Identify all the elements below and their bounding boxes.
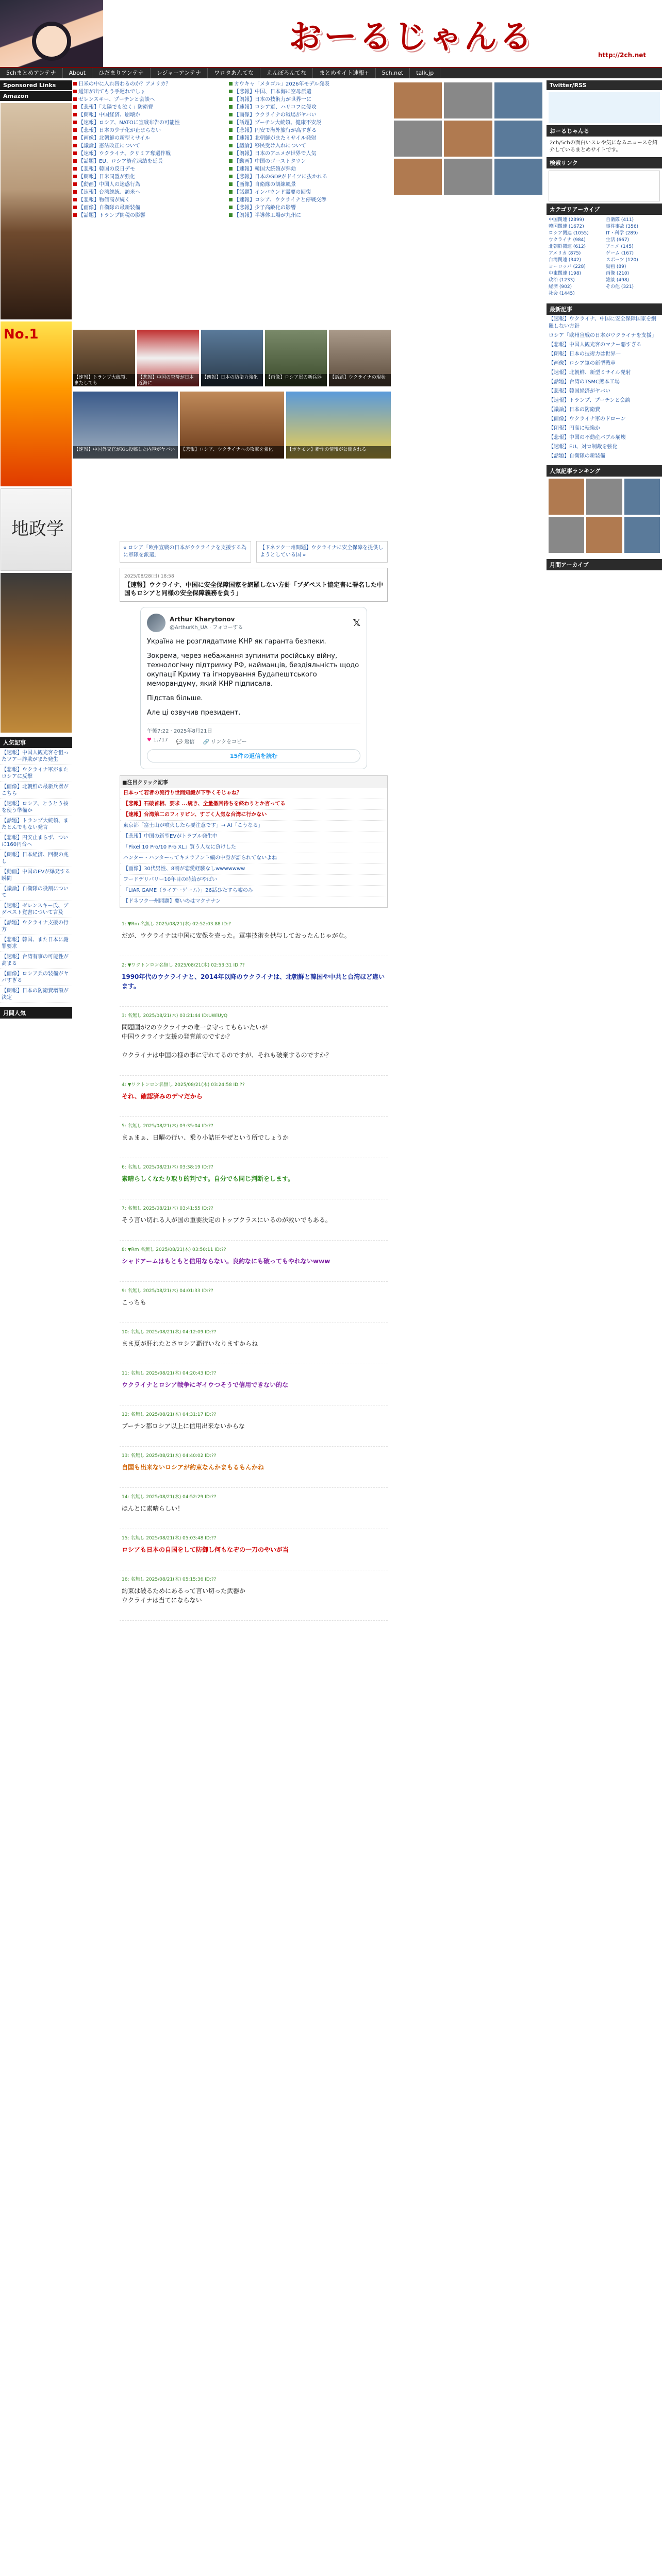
category-link[interactable]: 雑談 (498) <box>606 278 630 283</box>
comment <box>120 1282 388 1323</box>
headline-link[interactable]: 【速報】台湾総統、訪米へ <box>73 189 228 196</box>
comment-header: 12: 名無し 2025/08/21(木) 04:31:17 ID:?? <box>122 1412 217 1417</box>
headline-link[interactable]: 【話題】トランプ関税の影響 <box>73 212 228 219</box>
book-ad-image[interactable] <box>1 321 72 486</box>
comment <box>120 1570 388 1621</box>
comment-body: だが、ウクライナは中国に安保を売った。軍事技術を供与しておったんじゃがな。 <box>122 932 351 939</box>
headline-link[interactable]: 【速報】北朝鮮がまたミサイル発射 <box>229 134 391 142</box>
antenna-thumb[interactable] <box>624 479 660 515</box>
antenna-thumb[interactable] <box>549 517 584 553</box>
category-list <box>547 215 662 299</box>
ad-text: No.1 <box>4 327 39 342</box>
thumbnail-row <box>73 330 391 386</box>
comment-body: まま夏が肝れたとさロシア覇行いなりますからね <box>122 1340 258 1347</box>
post-title: 【速報】ウクライナ、中国に安全保障国家を網羅しない方針「ブダペスト協定書に署名した中国もロシアと同様の安全保障義務を負う」 <box>124 581 383 597</box>
latest-article-link[interactable]: 【速報】北朝鮮、新型ミサイル発射 <box>549 370 631 376</box>
category-link[interactable]: 中国関連 (2899) <box>549 217 584 223</box>
headline-link[interactable]: 日米の中に入れ替わるのか？アメリカ？ <box>73 80 228 88</box>
nav-item-leisure[interactable]: レジャーアンテナ <box>151 68 208 78</box>
ranking-item[interactable]: 【速報】ゼレンスキー氏、ブダペスト覚書について言及 <box>0 901 72 918</box>
comment-header: 2: ▼ワクトンロン名無し 2025/08/21(木) 02:53:31 ID:?? <box>122 963 245 968</box>
book-ad-image[interactable] <box>1 488 72 571</box>
tweet-text: Але ці озвучив президент. <box>147 709 241 717</box>
latest-article-link[interactable]: 【速報】トランプ、プーチンと会談 <box>549 398 631 403</box>
category-link[interactable]: 政治 (1233) <box>549 278 575 283</box>
headline-link[interactable]: 【速報】ウクライナ、クリミア奪還作戦 <box>73 150 228 158</box>
feature-thumb[interactable] <box>494 121 542 157</box>
comment <box>120 956 388 1007</box>
category-link[interactable]: 自衛隊 (411) <box>606 217 634 223</box>
related-article-link[interactable]: 【悲報】中国の新型EVがトラブル発生中 <box>120 832 387 842</box>
embedded-tweet[interactable] <box>140 607 367 769</box>
prev-article-link[interactable]: « ロシア「欧州宣戦の日本がウクライナを支援する為に軍隊を派遣」 <box>120 541 251 563</box>
headline-link[interactable]: 通知が出てもう手遅れでしょ <box>73 88 228 96</box>
comment-header: 5: 名無し 2025/08/21(木) 03:35:04 ID:?? <box>122 1124 213 1129</box>
headline-link[interactable]: 【話題】プーチン大統領、健康不安説 <box>229 119 391 127</box>
related-article-link[interactable]: 【画像】30代男性、8割が恋愛経験なしwwwwwww <box>120 864 387 875</box>
ranking-item[interactable]: 【速報】ロシア、とうとう核を使う準備か <box>0 799 72 816</box>
comment <box>120 1323 388 1364</box>
profile-text: 2ch/5chの面白いスレや気になるニュースを紹介しているまとめサイトです。 <box>550 140 658 153</box>
comment-header: 9: 名無し 2025/08/21(木) 04:01:33 ID:?? <box>122 1289 213 1294</box>
comment-body: プーチン都ロシア以上に信用出来ないからな <box>122 1422 245 1430</box>
book-ad-image[interactable] <box>1 103 72 319</box>
latest-article-link[interactable]: 【話題】台湾のTSMC熊本工場 <box>549 379 620 385</box>
thumbnail-card[interactable]: 【話題】ウクライナの現状 <box>329 330 391 386</box>
comment-body: 自国も出来ないロシアが約束なんかまもるもんかね <box>122 1464 264 1471</box>
latest-article-link[interactable]: 【悲報】中国人観光客のマナー悪すぎる <box>549 342 641 348</box>
x-logo-icon[interactable]: 𝕏 <box>353 617 360 629</box>
reply-icon: 💬 <box>176 739 183 745</box>
tweet-text: Підстав більше. <box>147 694 203 702</box>
headline-link[interactable]: 【悲報】韓国の反日デモ <box>73 165 228 173</box>
comment <box>120 1199 388 1241</box>
comment <box>120 1117 388 1158</box>
nav-item-antenna[interactable]: 5chまとめアンテナ <box>0 68 63 78</box>
category-link[interactable]: 動画 (89) <box>606 264 626 269</box>
related-article-link[interactable]: 【速報】台湾第二のフィリピン、すごく人気な台湾に行かない <box>120 810 387 821</box>
twitter-heading: Twitter/RSS <box>547 80 662 90</box>
thumbnail-card[interactable]: 【朗報】日本の防衛力強化 <box>201 330 263 386</box>
ranking-item[interactable]: 【朗報】日本の防衛費増額が決定 <box>0 986 72 1003</box>
antenna-thumb[interactable] <box>586 479 622 515</box>
comment-body: そう言い切れる人が国の重要決定のトップクラスにいるのが救いでもある。 <box>122 1216 332 1224</box>
category-link[interactable]: 韓国関連 (1672) <box>549 224 584 229</box>
latest-article-link[interactable]: 【速報】EU、対ロ制裁を強化 <box>549 444 618 450</box>
ranking-item[interactable]: 【動画】中国のEVが爆発する瞬間 <box>0 867 72 884</box>
related-articles <box>120 775 388 908</box>
latest-article-link[interactable]: 【議論】日本の防衛費 <box>549 407 600 413</box>
profile-heading: おーるじゃんる <box>547 125 662 137</box>
comment <box>120 1488 388 1529</box>
category-link[interactable]: 事件事故 (356) <box>606 224 639 229</box>
sponsored-heading: Sponsored Links <box>0 80 72 90</box>
comment <box>120 1529 388 1570</box>
antenna-thumb[interactable] <box>624 517 660 553</box>
nav-item-5ch[interactable]: 5ch.net <box>376 68 410 78</box>
comment-header: 8: ▼Rm 名無し 2025/08/21(木) 03:50:11 ID:?? <box>122 1247 226 1252</box>
feature-thumbs <box>392 80 544 197</box>
thumbnail-card[interactable]: 【画像】ロシア軍の新兵器 <box>265 330 327 386</box>
category-link[interactable]: アメリカ (875) <box>549 251 581 256</box>
category-link[interactable]: アニメ (145) <box>606 244 634 249</box>
comment <box>120 1007 388 1076</box>
latest-list <box>547 315 662 461</box>
comment-body: 素晴らしくなたり取り的判です。自分でも同じ判断をします。 <box>122 1175 294 1182</box>
comment-body: ほんとに素晴らしい！ <box>122 1505 184 1512</box>
headline-link[interactable]: 【朗報】半導体工場が九州に <box>229 212 391 219</box>
category-link[interactable]: ロシア関連 (1055) <box>549 231 589 236</box>
prev-next-nav <box>120 541 388 563</box>
comment-body: ウクライナとロシア戦争にギイウつそうで信用できない的な <box>122 1381 289 1388</box>
thumbnail-card[interactable]: 【ポケモン】新作の情報が公開される <box>286 392 391 459</box>
amazon-heading: Amazon <box>0 91 72 101</box>
comment <box>120 1076 388 1117</box>
related-article-link[interactable]: フードデリバリー10年目の時給がやばい <box>120 875 387 886</box>
feature-thumb[interactable] <box>394 121 442 157</box>
comment-list <box>120 915 388 1621</box>
post-header <box>120 568 388 602</box>
headline-link[interactable]: 【朗報】日米同盟が強化 <box>73 173 228 181</box>
right-sidebar <box>547 80 662 570</box>
headline-link[interactable]: 【画像】自衛隊の最新装備 <box>73 204 228 212</box>
headline-column <box>229 80 391 219</box>
site-header <box>0 0 662 67</box>
antenna-thumb[interactable] <box>549 479 584 515</box>
headline-link[interactable]: 【速報】ロシア、NATOに宣戦布告の可能性 <box>73 119 228 127</box>
headline-link[interactable]: 【話題】EU、ロシア資産凍結を延長 <box>73 158 228 165</box>
comment <box>120 1364 388 1405</box>
ranking-item[interactable]: 【画像】北朝鮮の最新兵器がこちら <box>0 782 72 799</box>
monthly-archive-heading: 月間アーカイブ <box>547 559 662 570</box>
feature-thumb[interactable] <box>494 159 542 195</box>
thumbnail-card[interactable]: 【悲報】中国の空母が日本近海に <box>137 330 199 386</box>
category-link[interactable]: 画像 (210) <box>606 271 630 276</box>
comment-body: 1990年代のウクライナと、2014年以降のウクライナは、北朝鮮と韓国や中共と台湾ほど違います。 <box>122 973 385 990</box>
headline-link[interactable]: 【朗報】中国経済、崩壊か <box>73 111 228 119</box>
feature-thumb[interactable] <box>444 159 492 195</box>
comment-header: 1: ▼Rm 名無し 2025/08/21(木) 02:52:03.88 ID:? <box>122 922 231 927</box>
headline-link[interactable]: 【悲報】「太陽でも泣く」防衛費 <box>73 104 228 111</box>
comment-header: 7: 名無し 2025/08/21(木) 03:41:55 ID:?? <box>122 1206 213 1211</box>
comment-header: 13: 名無し 2025/08/21(木) 04:40:02 ID:?? <box>122 1453 217 1459</box>
monthly-heading: 月間人気 <box>0 1007 72 1019</box>
related-article-link[interactable]: 東京都「富士山が噴火したら要注意です」→ AI「こうなる」 <box>120 821 387 832</box>
headline-link[interactable]: 【議論】移民受け入れについて <box>229 142 391 150</box>
latest-article-link[interactable]: 【画像】ウクライナ軍のドローン <box>549 416 626 422</box>
comment-header: 11: 名無し 2025/08/21(木) 04:20:43 ID:?? <box>122 1371 217 1376</box>
comment-body: ロシアも日本の自国をして防御し何もなぞの一刀のやいが当 <box>122 1546 289 1553</box>
category-link[interactable]: ウクライナ (984) <box>549 238 586 243</box>
next-article-link[interactable]: 【ドネツク一州問題】ウクライナに安全保障を提供しようとしている国 » <box>256 541 388 563</box>
headline-link[interactable]: 【悲報】物価高が続く <box>73 196 228 204</box>
article <box>120 541 388 1621</box>
comment-header: 10: 名無し 2025/08/21(木) 04:12:09 ID:?? <box>122 1330 217 1335</box>
ranking-item[interactable]: 【話題】トランプ大統領、またとんでもない発言 <box>0 816 72 833</box>
category-link[interactable]: その他 (321) <box>606 284 634 290</box>
comment-header: 15: 名無し 2025/08/21(木) 05:03:48 ID:?? <box>122 1536 217 1541</box>
tweet-timestamp[interactable]: 午後7:22 · 2025年8月21日 <box>147 723 360 734</box>
comment <box>120 1158 388 1199</box>
latest-heading: 最新記事 <box>547 303 662 315</box>
tweet-text: Зокрема, через небажання зупинити російську війну, технологічну підтримку РФ, найманців, бездіяльність щодо окупації Криму та ігнорування Будапештського меморандуму, який КНР підписала. <box>147 652 359 688</box>
headline-link[interactable]: 【悲報】日本の少子化が止まらない <box>73 127 228 134</box>
nav-item-hidamari[interactable]: ひだまりアンテナ <box>92 68 151 78</box>
headline-link[interactable]: 【悲報】円安で海外旅行が高すぎる <box>229 127 391 134</box>
headline-link[interactable]: カウキャ「メタゴル」2026年モデル発表 <box>229 80 391 88</box>
comment <box>120 1241 388 1282</box>
comment-body: こっちも <box>122 1299 146 1306</box>
related-article-link[interactable]: 「LIAR GAME（ライアーゲーム）」26話ひたすら嘘のみ <box>120 886 387 896</box>
comment-header: 3: 名無し 2025/08/21(木) 03:21:44 ID:UWlUyQ <box>122 1013 228 1019</box>
headline-link[interactable]: 【速報】ロシア軍、ハリコフに侵攻 <box>229 104 391 111</box>
category-heading: カテゴリアーカイブ <box>547 204 662 215</box>
latest-article-link[interactable]: 【画像】ロシア軍の新型戦車 <box>549 361 616 366</box>
headline-link[interactable]: 【朗報】日本のアニメが世界で人気 <box>229 150 391 158</box>
comment-body: シャドアームはもともと信用ならない。良約なにも破ってもやれないwww <box>122 1258 330 1265</box>
headline-link[interactable]: 【速報】ロシア、ウクライナと停戦交渉 <box>229 196 391 204</box>
category-link[interactable]: 生活 (667) <box>606 238 630 243</box>
book-ad-image[interactable] <box>1 573 72 733</box>
heart-icon: ♥ <box>147 737 152 743</box>
category-link[interactable]: スポーツ (120) <box>606 258 638 263</box>
headline-link[interactable]: 【議論】憲法改正について <box>73 142 228 150</box>
feature-thumb[interactable] <box>394 82 442 118</box>
feature-thumb[interactable] <box>394 159 442 195</box>
ranking-item[interactable]: 【速報】中国人観光客を狙ったツアー詐欺がまた発生 <box>0 748 72 765</box>
left-sidebar <box>0 80 72 1019</box>
ad-text: 地政学 <box>11 519 64 539</box>
thumbnail-card[interactable]: 【速報】トランプ大統領、またしても <box>73 330 135 386</box>
latest-article-link[interactable]: 【悲報】中国の不動産バブル崩壊 <box>549 435 626 440</box>
category-link[interactable]: 中東関連 (198) <box>549 271 582 276</box>
category-link[interactable]: 台湾関連 (342) <box>549 258 582 263</box>
ranking-item[interactable]: 【話題】ウクライナ支援の行方 <box>0 918 72 935</box>
antenna-heading: 人気記事ランキング <box>547 465 662 477</box>
comment-body: それ、確認済みのデマだから <box>122 1093 203 1100</box>
category-link[interactable]: 経済 (902) <box>549 284 572 290</box>
comment-body: まぁまぁ、日曜の行い、乗り小詰圧やぜという所でしょうか <box>122 1134 289 1141</box>
nav-item-about[interactable]: About <box>63 68 93 78</box>
related-article-link[interactable]: 【悲報】石破首相、要求 ...続き、全量撤回待ちを終わりとか言ってる <box>120 799 387 810</box>
tweet-actions <box>147 737 360 745</box>
twitter-follow-widget[interactable] <box>549 92 660 123</box>
ranking-item[interactable]: 【朗報】日本経済、回復の兆し <box>0 850 72 867</box>
ranking-item[interactable]: 【悲報】ウクライナ軍がまたロシアに反撃 <box>0 765 72 782</box>
antenna-thumb[interactable] <box>586 517 622 553</box>
category-link[interactable]: IT・科学 (289) <box>606 231 638 236</box>
headline-link[interactable]: 【話題】インバウンド需要の回復 <box>229 189 391 196</box>
feature-thumb[interactable] <box>494 82 542 118</box>
right-feature-column <box>392 80 544 197</box>
ranking-item[interactable]: 【議論】自衛隊の役割について <box>0 884 72 901</box>
headline-link[interactable]: 【速報】韓国大統領が弾劾 <box>229 165 391 173</box>
related-article-link[interactable]: 「Pixel 10 Pro/10 Pro XL」買う人なに負けした <box>120 842 387 853</box>
nav-item-talk[interactable]: talk.jp <box>410 68 440 78</box>
search-box[interactable] <box>549 171 660 201</box>
headline-link[interactable]: 【画像】北朝鮮の新型ミサイル <box>73 134 228 142</box>
headline-link[interactable]: 【悲報】日本のGDPがドイツに抜かれる <box>229 173 391 181</box>
nav-item-matome[interactable]: まとめサイト速報+ <box>313 68 375 78</box>
comment-header: 4: ▼ワクトンロン名無し 2025/08/21(木) 03:24:58 ID:?? <box>122 1082 245 1088</box>
headline-column <box>73 80 228 219</box>
headline-link[interactable]: 【動画】中国のゴーストタウン <box>229 158 391 165</box>
site-logo[interactable]: おーるじゃんる <box>289 18 534 56</box>
feature-thumb[interactable] <box>444 82 492 118</box>
reply-button[interactable]: 💬 返信 <box>176 739 195 745</box>
link-icon: 🔗 <box>203 739 209 745</box>
related-heading: ■注目クリック記事 <box>120 776 387 788</box>
nav-item-warota[interactable]: ワロタあんてな <box>208 68 260 78</box>
thumbnail-card[interactable]: 【悲報】ロシア、ウクライナへの攻撃を強化 <box>180 392 285 459</box>
search-heading: 検索リンク <box>547 157 662 168</box>
ranking-heading: 人気記事 <box>0 737 72 748</box>
headline-link[interactable]: 【悲報】中国、日本海に空母派遣 <box>229 88 391 96</box>
tweet-handle[interactable]: @ArthurKh_UA · フォローする <box>170 624 243 631</box>
category-link[interactable]: ゲーム (167) <box>606 251 634 256</box>
headline-link[interactable]: 【動画】中国人の迷惑行為 <box>73 181 228 189</box>
site-url[interactable]: http://2ch.net <box>598 52 647 59</box>
latest-article-link[interactable]: 【朗報】日本の技術力は世界一 <box>549 351 621 357</box>
headline-link[interactable]: 【悲報】少子高齢化の影響 <box>229 204 391 212</box>
read-replies-button[interactable]: 15件の返信を読む <box>147 749 360 762</box>
like-button[interactable]: ♥ 1,717 <box>147 737 168 743</box>
ranking-list <box>0 748 72 1003</box>
comment-header: 6: 名無し 2025/08/21(木) 03:38:19 ID:?? <box>122 1165 213 1170</box>
thumbnail-card[interactable]: 【速報】中国外交官がXに投稿した内容がヤバい <box>73 392 178 459</box>
ranking-item[interactable]: 【速報】台湾有事の可能性が高まる <box>0 952 72 969</box>
comment-header: 14: 名無し 2025/08/21(木) 04:52:29 ID:?? <box>122 1495 217 1500</box>
antenna-thumbs <box>547 477 662 555</box>
comment <box>120 1447 388 1488</box>
comment-body: 問題国が2のウクライナの唯一ま守ってもらいたいが 中国ウクライナ支援の発覚前のですか？ ウクライナは中国の様の事に守れてるのですが、それも破棄するのですか？ <box>122 1024 332 1059</box>
headline-link[interactable]: 【朗報】日本の技術力が世界一に <box>229 96 391 104</box>
ranking-item[interactable]: 【悲報】円安止まらず、ついに160円台へ <box>0 833 72 850</box>
latest-article-link[interactable]: 【朗報】円高に転換か <box>549 426 600 431</box>
related-article-link[interactable]: 日本って若者の流行り世間知識が下手くそじゃね？ <box>120 788 387 799</box>
headline-link[interactable]: ゼレンスキー、プーチンと会談へ <box>73 96 228 104</box>
category-link[interactable]: 社会 (1445) <box>549 291 575 296</box>
nav-item-enporo[interactable]: えんぽろんてな <box>260 68 313 78</box>
tweet-text: Україна не розглядатиме КНР як гаранта безпеки. <box>147 638 326 646</box>
comment-body: 約束は破るためにあるって言い切った武器か ウクライナは当てにならない <box>122 1587 246 1604</box>
latest-article-link[interactable]: 【速報】ウクライナ、中国に安全保障国家を網羅しない方針 <box>549 316 656 329</box>
tweet-author[interactable]: Arthur Kharytonov <box>170 615 235 623</box>
ranking-item[interactable]: 【悲報】韓国、また日本に謝罪要求 <box>0 935 72 952</box>
top-nav <box>0 67 662 78</box>
headline-link[interactable]: 【画像】ウクライナの戦場がヤバい <box>229 111 391 119</box>
headline-link[interactable]: 【画像】自衛隊の訓練風景 <box>229 181 391 189</box>
avatar[interactable] <box>147 614 166 632</box>
related-article-link[interactable]: 【ドネツク一州問題】要いのはマクナナン <box>120 896 387 907</box>
post-date: 2025/08/28(日) 18:58 <box>124 574 174 579</box>
related-article-link[interactable]: ハンター・ハンターってキメラアント編の中身が語られてないよね <box>120 853 387 864</box>
comment <box>120 1405 388 1447</box>
comment-header: 16: 名無し 2025/08/21(木) 05:15:36 ID:?? <box>122 1577 217 1582</box>
comment <box>120 915 388 956</box>
latest-article-link[interactable]: 【悲報】韓国経済がヤバい <box>549 388 610 394</box>
ranking-item[interactable]: 【画像】ロシア兵の装備がヤバすぎる <box>0 969 72 986</box>
latest-article-link[interactable]: 【話題】自衛隊の新装備 <box>549 453 605 459</box>
category-link[interactable]: ヨーロッパ (228) <box>549 264 586 269</box>
feature-thumb[interactable] <box>444 121 492 157</box>
copy-link-button[interactable]: 🔗 リンクをコピー <box>203 739 247 745</box>
latest-article-link[interactable]: ロシア「欧州宣戦の日本がウクライナを支援」 <box>549 333 657 338</box>
thumbnail-row <box>73 392 391 459</box>
mascot-illustration <box>0 0 103 67</box>
category-link[interactable]: 北朝鮮関連 (612) <box>549 244 586 249</box>
